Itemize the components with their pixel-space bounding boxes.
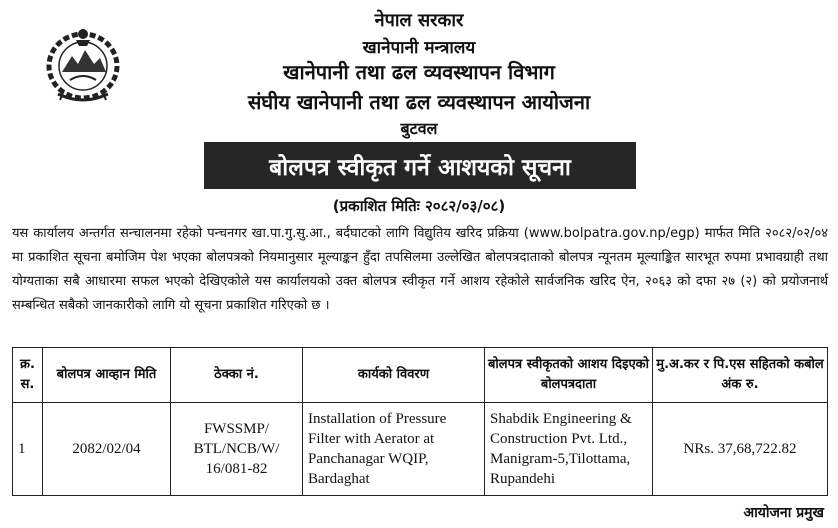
header-government: नेपाल सरकार [374, 10, 464, 31]
col-header-date: बोलपत्र आव्हान मिति [43, 348, 171, 403]
cell-date: 2082/02/04 [43, 403, 171, 496]
cell-contract-no: FWSSMP/ BTL/NCB/W/ 16/081-82 [171, 403, 303, 496]
col-header-description: कार्यको विवरण [303, 348, 485, 403]
cell-description: Installation of Pressure Filter with Aerator at Panchanagar WQIP, Bardaghat [303, 403, 485, 496]
cell-sn: 1 [13, 403, 43, 496]
col-header-sn: क्र. स. [13, 348, 43, 403]
col-header-contract-no: ठेक्का नं. [171, 348, 303, 403]
header-ministry: खानेपानी मन्त्रालय [362, 38, 476, 58]
header-project: संघीय खानेपानी तथा ढल व्यवस्थापन आयोजना [247, 90, 591, 114]
table-row [13, 403, 828, 496]
header-location: बुटवल [400, 119, 438, 138]
col-header-amount: मु.अ.कर र पि.एस सहितको कबोल अंक रु. [653, 348, 828, 403]
notice-body-text: यस कार्यालय अन्तर्गत सन्चालनमा रहेको पन्चनगर खा.पा.गु.सु.आ., बर्दघाटको लागि विद्युतिय खरिद प्रक्रिया (www.bolpatra.gov.np/egp) मार्फत मिति २०८२/०२/०४ मा प्रकाशित सूचना बमोजिम पेश भएका बोलपत्रको नियमानुसार मूल्याङ्कन हुँदा तपसिलमा उल्लेखित बोलपत्रदाताको बोलपत्र न्यूनतम मूल्याङ्कित सारभूत रुपमा प्रभावग्राही तथा योग्यताका सबै आधारमा सफल भएको देखिएकोले यस कार्यालयको उक्त बोलपत्र स्वीकृत गर्ने आशय रहेकोले सार्वजनिक खरिद ऐन, २०६३ को दफा २७ (२) को प्रयोजनार्थ सम्बन्धित सबैको जानकारीको लागि यो सूचना प्रकाशित गरिएको छ । [12, 226, 828, 313]
header-department: खानेपानी तथा ढल व्यवस्थापन विभाग [283, 60, 555, 84]
cell-bidder: Shabdik Engineering & Construction Pvt. Ltd., Manigram-5,Tilottama, Rupandehi [485, 403, 653, 496]
published-date: (प्रकाशित मितिः २०८२/०३/०८) [332, 197, 506, 215]
col-header-bidder: बोलपत्र स्वीकृतको आशय दिइएको बोलपत्रदाता [485, 348, 653, 403]
award-table [12, 347, 828, 496]
table-header-row [13, 348, 828, 403]
signature-label: आयोजना प्रमुख [743, 505, 824, 521]
cell-amount: NRs. 37,68,722.82 [653, 403, 828, 496]
notice-title-banner: बोलपत्र स्वीकृत गर्ने आशयको सूचना [204, 142, 636, 189]
